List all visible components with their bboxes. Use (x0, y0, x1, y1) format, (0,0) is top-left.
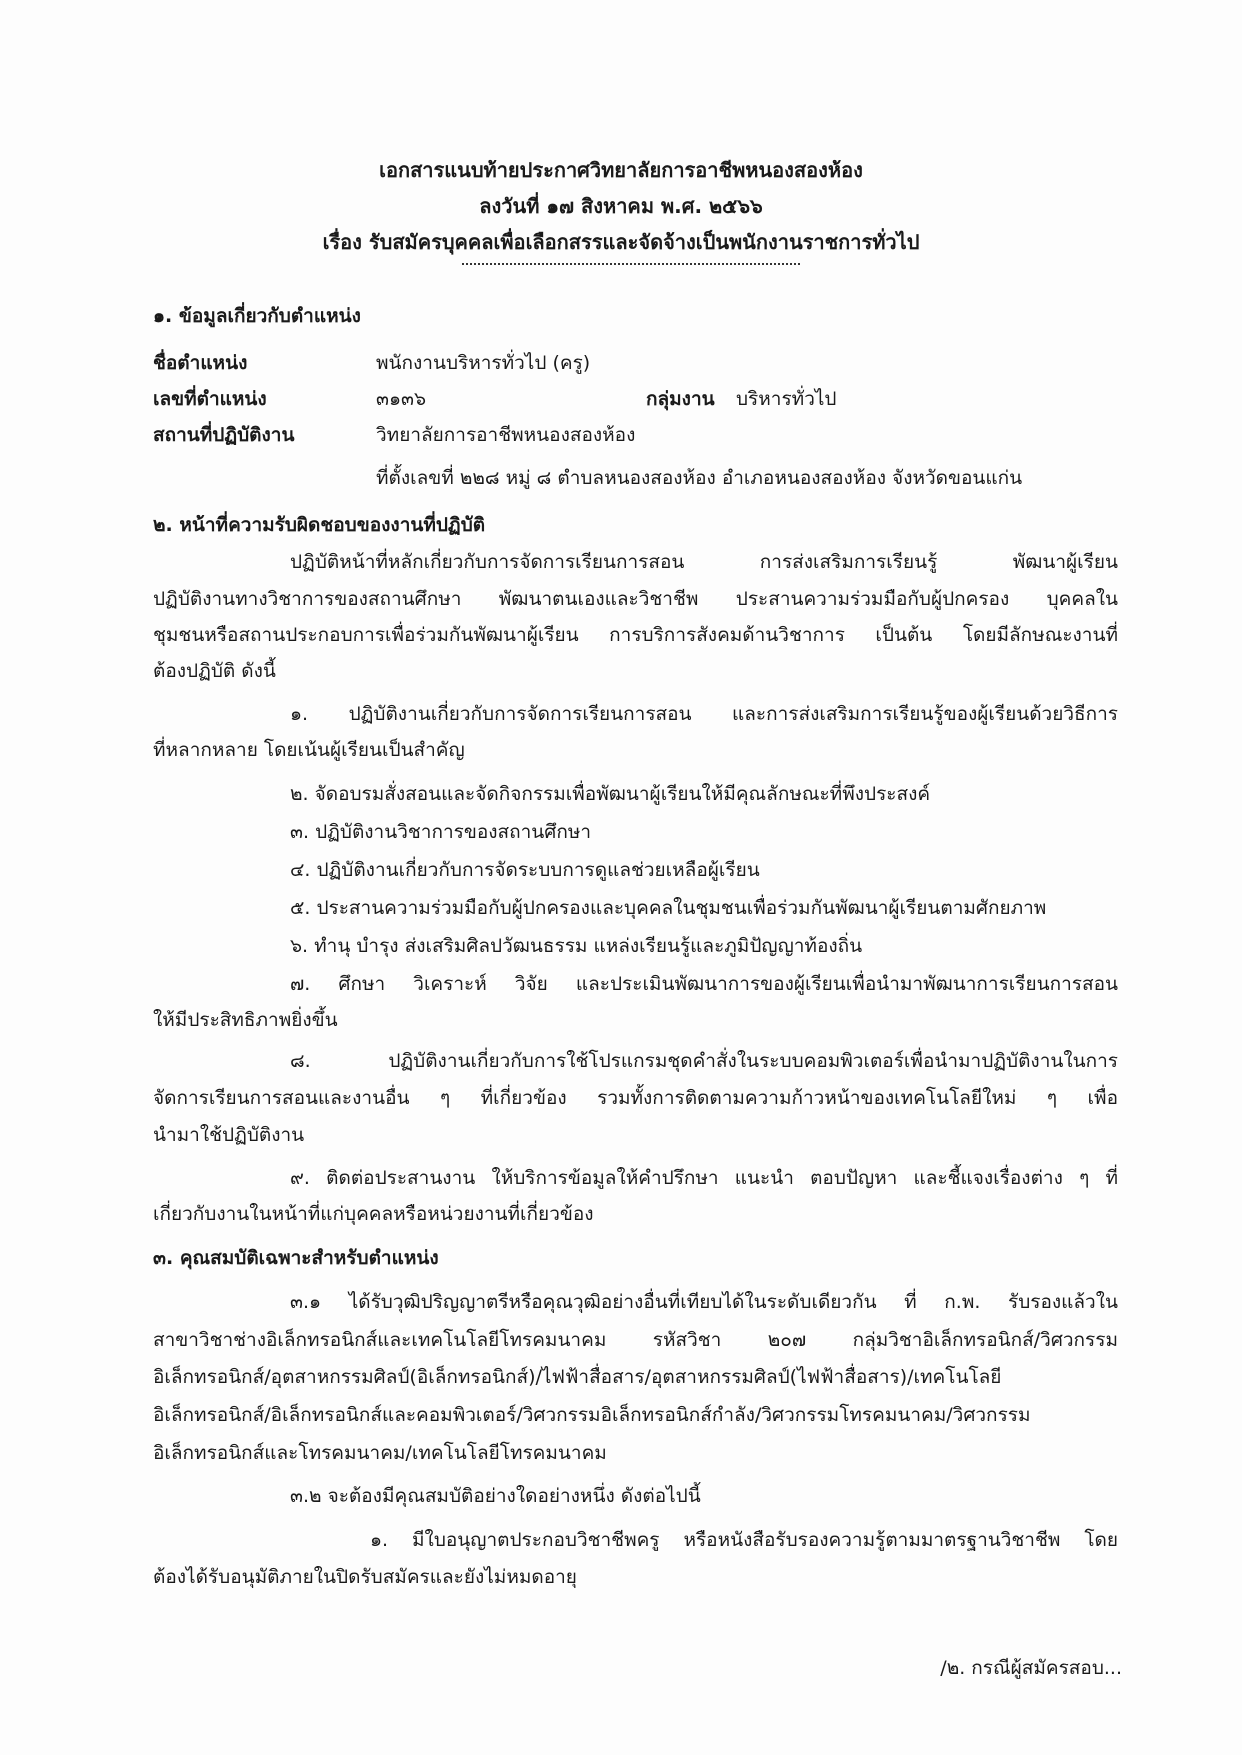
section2-heading: ๒. หน้าที่ความรับผิดชอบของงานที่ปฏิบัติ (153, 514, 486, 536)
qualification-3-2-1: ๑. มีใบอนุญาตประกอบวิชาชีพครู หรือหนังสือรับรองความรู้ตามมาตรฐานวิชาชีพ โดย (370, 1529, 1118, 1551)
duty-item-2: ๒. จัดอบรมสั่งสอนและจัดกิจกรรมเพื่อพัฒนาผู้เรียนให้มีคุณลักษณะที่พึงประสงค์ (290, 783, 931, 805)
dotted-divider (462, 263, 800, 265)
qualification-3-2: ๓.๒ จะต้องมีคุณสมบัติอย่างใดอย่างหนึ่ง ดังต่อไปนี้ (290, 1485, 701, 1507)
duty-item-9-cont: เกี่ยวกับงานในหน้าที่แก่บุคคลหรือหน่วยงานที่เกี่ยวข้อง (153, 1203, 594, 1225)
duty-item-8: ๘. ปฏิบัติงานเกี่ยวกับการใช้โปรแกรมชุดคำสั่งในระบบคอมพิวเตอร์เพื่อนำมาปฏิบัติงานในการ (290, 1050, 1118, 1072)
section2-intro-line: ต้องปฏิบัติ ดังนี้ (153, 660, 276, 682)
header-title: เอกสารแนบท้ายประกาศวิทยาลัยการอาชีพหนองสองห้อง (379, 158, 863, 182)
qualification-3-1-cont: อิเล็กทรอนิกส์/อิเล็กทรอนิกส์และคอมพิวเตอร์/วิศวกรรมอิเล็กทรอนิกส์กำลัง/วิศวกรรมโทรคมนาคม/วิศวกรรม (153, 1404, 1031, 1426)
qualification-3-1-cont: สาขาวิชาช่างอิเล็กทรอนิกส์และเทคโนโลยีโทรคมนาคม รหัสวิชา ๒๐๗ กลุ่มวิชาอิเล็กทรอนิกส์/วิศวกรรม (153, 1329, 1118, 1351)
qualification-3-1-cont: อิเล็กทรอนิกส์และโทรคมนาคม/เทคโนโลยีโทรคมนาคม (153, 1442, 607, 1464)
position-name-value: พนักงานบริหารทั่วไป (ครู) (376, 352, 591, 374)
section2-intro-line: ปฏิบัติงานทางวิชาการของสถานศึกษา พัฒนาตนเองและวิชาชีพ ประสานความร่วมมือกับผู้ปกครอง บุคคลใน (153, 588, 1118, 610)
duty-item-5: ๕. ประสานความร่วมมือกับผู้ปกครองและบุคคลในชุมชนเพื่อร่วมกันพัฒนาผู้เรียนตามศักยภาพ (290, 897, 1047, 919)
qualification-3-2-1-cont: ต้องได้รับอนุมัติภายในปิดรับสมัครและยังไม่หมดอายุ (153, 1566, 577, 1588)
workplace-label: สถานที่ปฏิบัติงาน (153, 424, 295, 446)
section1-heading: ๑. ข้อมูลเกี่ยวกับตำแหน่ง (153, 305, 361, 327)
position-no-value: ๓๑๓๖ (376, 388, 427, 410)
header-subject: เรื่อง รับสมัครบุคคลเพื่อเลือกสรรและจัดจ้างเป็นพนักงานราชการทั่วไป (322, 230, 920, 254)
header-date: ลงวันที่ ๑๗ สิงหาคม พ.ศ. ๒๕๖๖ (479, 194, 763, 218)
section3-heading: ๓. คุณสมบัติเฉพาะสำหรับตำแหน่ง (153, 1247, 439, 1269)
duty-item-4: ๔. ปฏิบัติงานเกี่ยวกับการจัดระบบการดูแลช่วยเหลือผู้เรียน (290, 859, 760, 881)
duty-item-1-cont: ที่หลากหลาย โดยเน้นผู้เรียนเป็นสำคัญ (153, 739, 465, 761)
qualification-3-1: ๓.๑ ได้รับวุฒิปริญญาตรีหรือคุณวุฒิอย่างอื่นที่เทียบได้ในระดับเดียวกัน ที่ ก.พ. รับรองแล้วใน (290, 1291, 1118, 1313)
duty-item-8-cont: นำมาใช้ปฏิบัติงาน (153, 1124, 305, 1146)
duty-item-6: ๖. ทำนุ บำรุง ส่งเสริมศิลปวัฒนธรรม แหล่งเรียนรู้และภูมิปัญญาท้องถิ่น (290, 935, 863, 957)
group-value: บริหารทั่วไป (736, 388, 837, 410)
workplace-value-1: วิทยาลัยการอาชีพหนองสองห้อง (376, 424, 636, 446)
duty-item-3: ๓. ปฏิบัติงานวิชาการของสถานศึกษา (290, 821, 592, 843)
section2-intro-line: ชุมชนหรือสถานประกอบการเพื่อร่วมกันพัฒนาผู้เรียน การบริการสังคมด้านวิชาการ เป็นต้น โดยมีลักษณะงานที่ (153, 624, 1118, 646)
duty-item-7-cont: ให้มีประสิทธิภาพยิ่งขึ้น (153, 1009, 338, 1031)
qualification-3-1-cont: อิเล็กทรอนิกส์/อุตสาหกรรมศิลป์(อิเล็กทรอนิกส์)/ไฟฟ้าสื่อสาร/อุตสาหกรรมศิลป์(ไฟฟ้าสื่อสาร)/เทคโนโลยี (153, 1366, 1002, 1388)
section2-intro-line: ปฏิบัติหน้าที่หลักเกี่ยวกับการจัดการเรียนการสอน การส่งเสริมการเรียนรู้ พัฒนาผู้เรียน (290, 551, 1118, 573)
continuation-note: /๒. กรณีผู้สมัครสอบ... (940, 1657, 1122, 1679)
duty-item-9: ๙. ติดต่อประสานงาน ให้บริการข้อมูลให้คำปรึกษา แนะนำ ตอบปัญหา และชี้แจงเรื่องต่าง ๆ ที่ (290, 1167, 1118, 1189)
position-no-label: เลขที่ตำแหน่ง (153, 388, 267, 410)
duty-item-8-cont: จัดการเรียนการสอนและงานอื่น ๆ ที่เกี่ยวข้อง รวมทั้งการติดตามความก้าวหน้าของเทคโนโลยีใหม่ ๆ เพื่อ (153, 1087, 1118, 1109)
workplace-value-2: ที่ตั้งเลขที่ ๒๒๘ หมู่ ๘ ตำบลหนองสองห้อง อำเภอหนองสองห้อง จังหวัดขอนแก่น (376, 467, 1023, 489)
group-label: กลุ่มงาน (646, 388, 715, 410)
position-name-label: ชื่อตำแหน่ง (153, 352, 248, 374)
duty-item-1: ๑. ปฏิบัติงานเกี่ยวกับการจัดการเรียนการสอน และการส่งเสริมการเรียนรู้ของผู้เรียนด้วยวิธีการ (290, 703, 1118, 725)
duty-item-7: ๗. ศึกษา วิเคราะห์ วิจัย และประเมินพัฒนาการของผู้เรียนเพื่อนำมาพัฒนาการเรียนการสอน (290, 973, 1118, 995)
